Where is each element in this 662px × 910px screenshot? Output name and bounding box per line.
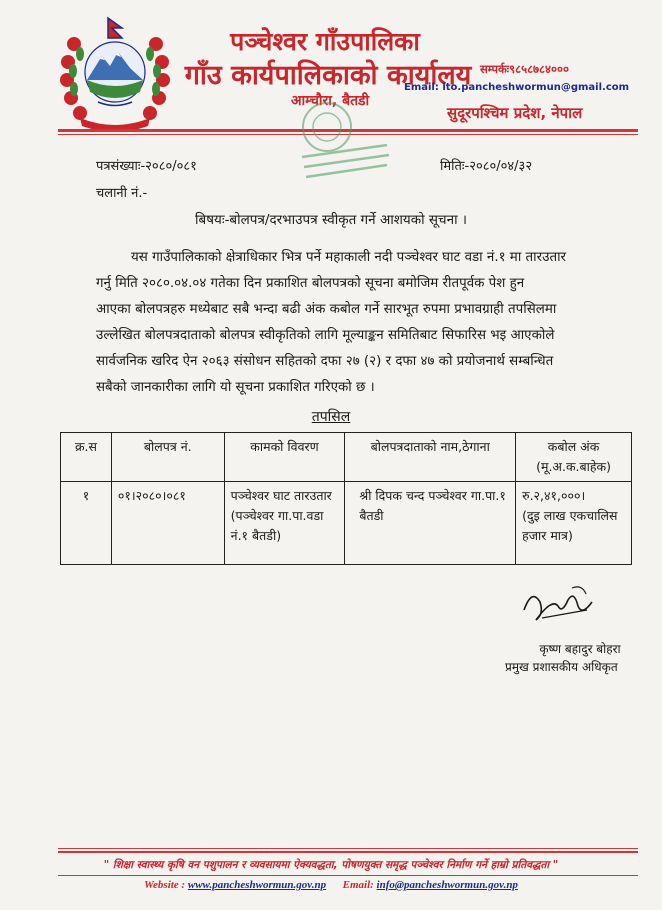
website-link[interactable]: www.pancheshwormun.gov.np	[187, 879, 327, 891]
col-bidder: बोलपत्रदाताको नाम,ठेगाना	[345, 433, 516, 482]
footer-divider	[58, 848, 638, 849]
cell-work-description: पञ्चेश्वर घाट तारउतार (पञ्चेश्वर गा.पा.वडा नं.१ बैतडी)	[224, 482, 345, 565]
contact-phone: सम्पर्कः९८५८७८४०००	[480, 62, 569, 76]
reference-number: पत्रसंख्याः-२०८०/०८१	[96, 159, 197, 174]
footer-divider-thick	[58, 851, 638, 853]
table-row	[61, 482, 632, 565]
notice-line: सार्वजनिक खरिद ऐन २०६३ संसोधन सहितको दफा २७ (२) र दफा ४७ को प्रयोजनार्थ सम्बन्धित	[96, 354, 554, 369]
notice-line: यस गाउँपालिकाको क्षेत्राधिकार भित्र पर्ने महाकाली नदी पञ्चेश्वर घाट वडा नं.१ मा तारउतार	[131, 250, 567, 265]
signatory-name: कृष्ण बहादुर बोहरा	[539, 642, 621, 656]
footer-motto: " शिक्षा स्वास्थ्य कृषि वन पशुपालन र व्यवसायमा ऐक्यवद्धता, पोषणयुक्त समृद्ध पञ्चेश्वर निर्माण गर्ने हाम्रो प्रतिवद्धता "	[103, 859, 559, 871]
letter-date: मितिः-२०८०/०४/३२	[440, 159, 533, 174]
col-serial: क्र.स	[61, 433, 112, 482]
col-bid-number: बोलपत्र नं.	[111, 433, 224, 482]
accepted-bid-table	[60, 432, 632, 565]
footer-contacts	[0, 879, 662, 891]
cell-bidder: श्री दिपक चन्द पञ्चेश्वर गा.पा.१ बैतडी	[345, 482, 516, 565]
cell-bid-number: ०१।२०८०।०८१	[111, 482, 224, 565]
schedule-heading: तपसिल	[311, 409, 351, 425]
notice-line: उल्लेखित बोलपत्रदाताको बोलपत्र स्वीकृतिको लागि मूल्याङ्कन समितिबाट सिफारिस भइ आएकोले	[96, 328, 555, 343]
contact-email: Email: ito.pancheshwormun@gmail.com	[404, 82, 630, 93]
office-address: आम्चौरा, बैतडी	[290, 93, 370, 109]
notice-line: गर्नु मिति २०८०.०४.०४ गतेका दिन प्रकाशित बोलपत्रको सूचना बमोजिम रीतपूर्वक पेश हुन	[96, 276, 525, 291]
province-name: सुदूरपश्चिम प्रदेश, नेपाल	[447, 104, 583, 122]
notice-line: आएका बोलपत्रहरु मध्येबाट सबै भन्दा बढी अंक कबोल गर्ने सारभूत रुपमा प्रभावग्राही तपसिलमा	[96, 302, 557, 317]
cell-serial: १	[61, 482, 112, 565]
handwritten-signature	[512, 580, 602, 628]
amount-in-words: (दुइ लाख एकचालिस हजार मात्र)	[522, 508, 618, 543]
amount-figure: रु.२,४१,०००।	[522, 488, 586, 503]
organization-name: पञ्चेश्वर गाँउपालिका	[230, 27, 420, 56]
col-work-description: कामको विवरण	[224, 433, 345, 482]
footer-email-link[interactable]: info@pancheshwormun.gov.np	[376, 879, 518, 891]
municipality-emblem-logo	[60, 14, 170, 132]
office-seal-stamp	[292, 95, 392, 190]
cell-amount	[516, 482, 632, 565]
table-header-row	[61, 433, 632, 482]
website-label: Website :	[144, 879, 186, 891]
signatory-block	[505, 640, 655, 676]
notice-line: सबैको जानकारीका लागि यो सूचना प्रकाशित गरिएको छ ।	[96, 380, 375, 395]
footer-email-label: Email:	[342, 879, 374, 891]
col-amount: कबोल अंक (मू.अ.क.बाहेक)	[516, 433, 632, 482]
letter-subject: बिषयः-बोलपत्र/दरभाउपत्र स्वीकृत गर्ने आशयको सूचना ।	[195, 212, 467, 228]
signatory-title: प्रमुख प्रशासकीय अधिकृत	[505, 660, 618, 674]
footer-divider-bottom	[58, 875, 638, 876]
notice-body	[96, 245, 628, 401]
dispatch-number: चलानी नं.-	[96, 186, 148, 201]
office-name: गाँउ कार्यपालिकाको कार्यालय	[184, 60, 472, 91]
